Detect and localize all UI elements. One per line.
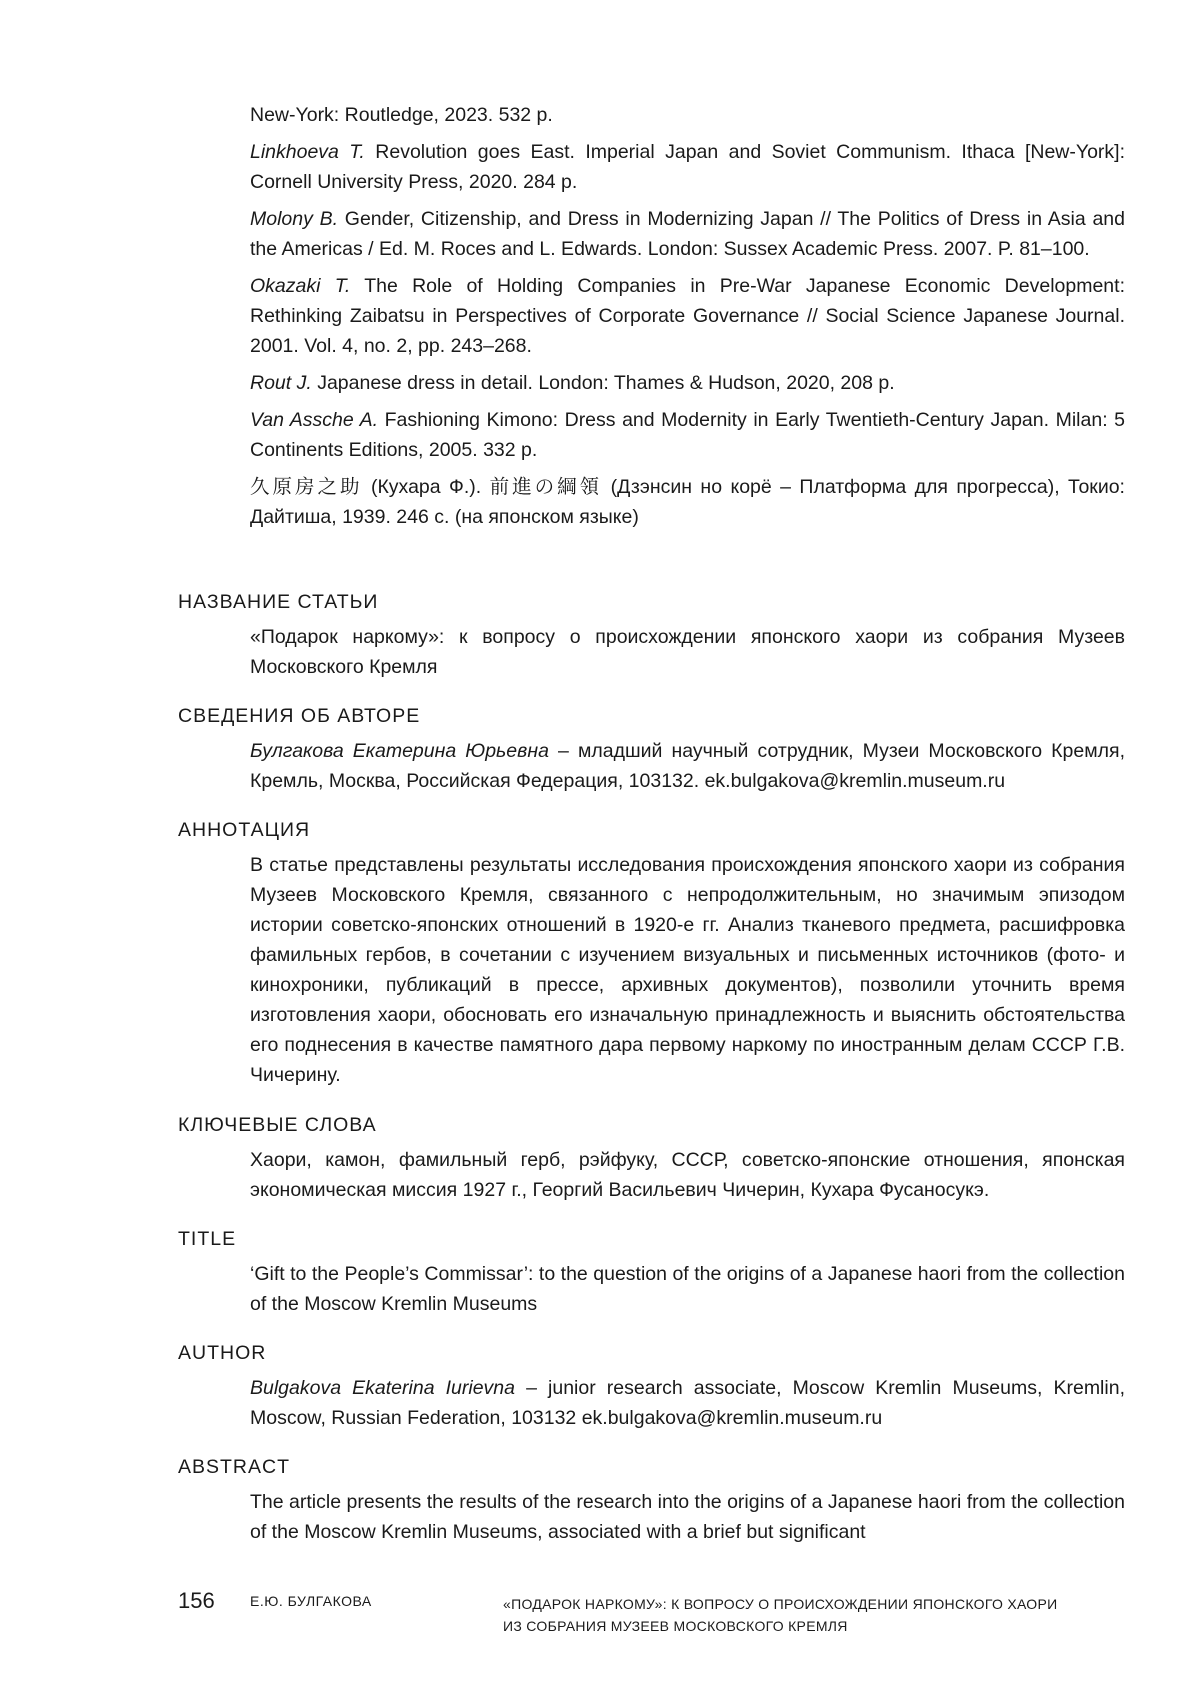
reference-author: Rout J. [250, 372, 312, 394]
running-author: Е.Ю. БУЛГАКОВА [250, 1593, 372, 1609]
reference-author: 久原房之助 [250, 476, 363, 498]
section-heading: ABSTRACT [178, 1456, 291, 1478]
section-title-ru [178, 587, 1125, 682]
page-footer [178, 1588, 1125, 1638]
section-body: Bulgakova Ekaterina Iurievna – junior research associate, Moscow Kremlin Museums, Kremlin, Moscow, Russian Federation, 103132 ek.bulgakova@kremlin.museum.ru [250, 1377, 1125, 1429]
author-name: Bulgakova Ekaterina Iurievna [250, 1377, 515, 1399]
section-keywords-ru [178, 1110, 1125, 1205]
reference-author: Van Assche A. [250, 409, 379, 431]
section-abstract-ru [178, 815, 1125, 1090]
reference-author: Linkhoeva T. [250, 141, 365, 163]
section-body: Булгакова Екатерина Юрьевна – младший научный сотрудник, Музеи Московского Кремля, Кремль, Москва, Российская Федерация, 103132. ek.bulgakova@kremlin.museum.ru [250, 740, 1125, 792]
section-body: The article presents the results of the research into the origins of a Japanese haori from the collection of the Moscow Kremlin Museums, associated with a brief but significant [250, 1491, 1125, 1543]
reference-item: Okazaki T. The Role of Holding Companies in Pre-War Japanese Economic Development: Rethinking Zaibatsu in Perspectives of Corporate Governance // Social Science Japanese Journal. 2001. Vol. 4, no. 2, pp. 243–268. [250, 275, 1125, 357]
section-body: Хаори, камон, фамильный герб, рэйфуку, СССР, советско-японские отношения, японская экономическая миссия 1927 г., Георгий Васильевич Чичерин, Кухара Фусаносукэ. [250, 1149, 1125, 1201]
reference-item: Molony B. Gender, Citizenship, and Dress in Modernizing Japan // The Politics of Dress in Asia and the Americas / Ed. M. Roces and L. Edwards. London: Sussex Academic Press. 2007. P. 81–100. [250, 208, 1125, 260]
section-heading: СВЕДЕНИЯ ОБ АВТОРЕ [178, 705, 421, 727]
reference-item: Linkhoeva T. Revolution goes East. Imperial Japan and Soviet Communism. Ithaca [New-York]: Cornell University Press, 2020. 284 p. [250, 141, 1126, 193]
section-abstract-en [178, 1452, 1125, 1547]
running-title-line: «ПОДАРОК НАРКОМУ»: К ВОПРОСУ О ПРОИСХОЖДЕНИИ ЯПОНСКОГО ХАОРИ [503, 1596, 1058, 1612]
reference-item: Van Assche A. Fashioning Kimono: Dress and Modernity in Early Twentieth-Century Japan. Milan: 5 Continents Editions, 2005. 332 p. [250, 409, 1126, 461]
section-heading: НАЗВАНИЕ СТАТЬИ [178, 591, 379, 613]
section-heading: АННОТАЦИЯ [178, 819, 311, 841]
page-number: 156 [178, 1588, 215, 1613]
section-heading: AUTHOR [178, 1342, 267, 1364]
running-title-line: ИЗ СОБРАНИЯ МУЗЕЕВ МОСКОВСКОГО КРЕМЛЯ [503, 1618, 848, 1634]
section-body: «Подарок наркому»: к вопросу о происхождении японского хаори из собрания Музеев Московского Кремля [250, 626, 1125, 678]
references-list [250, 100, 1125, 539]
section-author-ru [178, 701, 1125, 796]
author-name: Булгакова Екатерина Юрьевна [250, 740, 549, 762]
section-heading: КЛЮЧЕВЫЕ СЛОВА [178, 1114, 377, 1136]
section-author-en [178, 1338, 1125, 1433]
section-title-en [178, 1224, 1125, 1319]
reference-author: Molony B. [250, 208, 339, 230]
reference-author: Okazaki T. [250, 275, 351, 297]
section-heading: TITLE [178, 1228, 237, 1250]
section-body: ‘Gift to the People’s Commissar’: to the question of the origins of a Japanese haori from the collection of the Moscow Kremlin Museums [250, 1263, 1125, 1315]
reference-item: Rout J. Japanese dress in detail. London: Thames & Hudson, 2020, 208 p. [250, 372, 895, 394]
section-body: В статье представлены результаты исследования происхождения японского хаори из собрания Музеев Московского Кремля, связанного с непродолжительным, но значимым эпизодом истории советско-японских отношений в 1920-е гг. Анализ тканевого предмета, расшифровка фамильных гербов, в сочетании с изучением визуальных и письменных источников (фото- и кинохроники, публикаций в прессе, архивных документов), позволили уточнить время изготовления хаори, обосновать его изначальную принадлежность и выяснить обстоятельства его поднесения в качестве памятного дара первому наркому по иностранным делам СССР Г.В. Чичерину. [250, 854, 1125, 1086]
reference-item: New-York: Routledge, 2023. 532 p. [250, 104, 553, 126]
reference-item: 久原房之助 (Кухара Ф.). 前進の綱領 (Дзэнсин но корё – Платформа для прогресса), Токио: Дайтиша, 1939. 246 с. (на японском языке) [250, 476, 1125, 528]
running-title [503, 1593, 1123, 1637]
